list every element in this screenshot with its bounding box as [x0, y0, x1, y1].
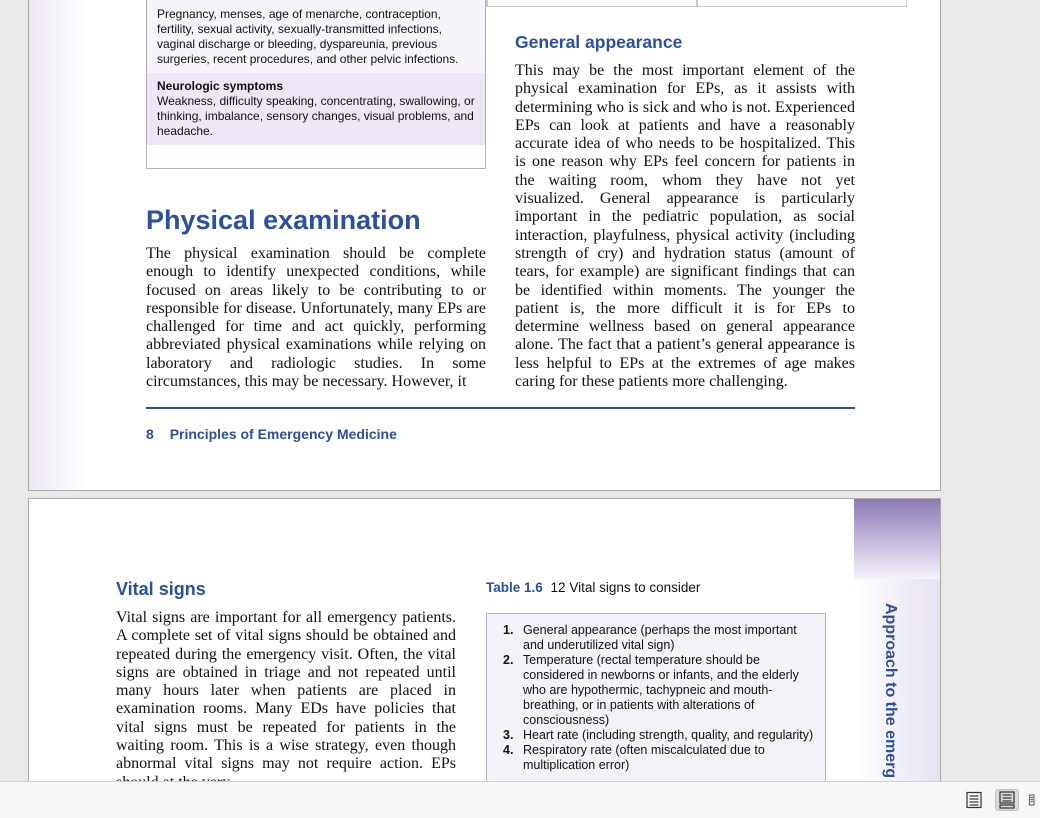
neurologic-symptoms-text: Weakness, difficulty speaking, concentrating, swallowing, or thinking, imbalance, sensory changes, visual problems, and headache.: [157, 94, 475, 138]
table-item: [503, 728, 815, 743]
table-item: [503, 653, 815, 728]
status-bar: [0, 781, 1040, 818]
vital-signs-table: [486, 613, 826, 798]
table-item: [503, 743, 815, 773]
physical-examination-paragraph: The physical examination should be complete enough to identify unexpected conditions, while focused on areas likely to be contributing to or responsible for disease. Unfortunately, many EPs are challenged for time and act quickly, performing abbreviated physical examinations while relying on laboratory and radiologic studies. In some circumstances, this may be necessary. However, it: [146, 245, 486, 391]
neurologic-symptoms-heading: Neurologic symptoms: [157, 79, 284, 93]
page-number: 8: [146, 426, 154, 442]
neurologic-symptoms-row: [147, 73, 485, 145]
table-item-text: Temperature (rectal temperature should be considered in newborns or infants, and the elderly who are hypothermic, tachypneic and mouth-breathing, or in patients with alterations of consciousness): [523, 653, 799, 727]
two-page-view-button[interactable]: [1028, 789, 1040, 811]
document-page-9: [28, 498, 941, 798]
single-page-view-button[interactable]: [962, 789, 986, 811]
two-page-view-icon: [1028, 791, 1040, 809]
physical-examination-heading: Physical examination: [146, 205, 421, 235]
table-item-text: Heart rate (including strength, quality, and regularity): [523, 728, 814, 742]
table-item-number: 2.: [503, 653, 514, 667]
symptoms-box: [146, 0, 486, 169]
book-title: Principles of Emergency Medicine: [169, 426, 397, 442]
document-page-8: [28, 0, 941, 491]
table-item-number: 4.: [503, 743, 514, 757]
single-page-view-icon: [965, 791, 983, 809]
table-item-number: 1.: [503, 623, 514, 637]
gynecologic-symptoms-text: Pregnancy, menses, age of menarche, contraception, fertility, sexual activity, sexually-transmitted infections, vaginal discharge or bleeding, dyspareunia, previous surgeries, recent procedures, and other pelvic infections.: [147, 0, 485, 73]
table-item: [503, 623, 815, 653]
continuous-view-button[interactable]: [995, 789, 1019, 811]
continuous-view-icon: [998, 791, 1016, 809]
table-item-text: Respiratory rate (often miscalculated due to multiplication error): [523, 743, 765, 772]
page-footer: [146, 426, 397, 442]
table-caption-text: 12 Vital signs to consider: [550, 580, 701, 595]
chapter-side-tab: [854, 499, 941, 798]
table-label: Table 1.6: [486, 580, 543, 595]
table-caption: [486, 580, 700, 595]
general-appearance-paragraph: This may be the most important element of the physical examination for EPs, as it assists with determining who is sick and who is not. Experienced EPs can look at patients and have a reasonably accurate idea of who needs to be hospitalized. This is one reason why EPs feel concern for patients in the waiting room, whom they have not yet visualized. General appearance is particularly important in the pediatric population, as social interaction, playfulness, physical activity (including strength of cry) and hydration status (amount of tears, for example) are significant findings that can be identified within moments. The younger the patient is, the more difficult it is for EPs to determine wellness based on general appearance alone. The fact that a patient’s general appearance is less helpful to EPs at the extremes of age makes caring for these patients more challenging.: [515, 62, 855, 391]
general-appearance-heading: General appearance: [515, 32, 683, 52]
footer-rule: [146, 407, 855, 409]
vital-signs-heading: Vital signs: [116, 579, 206, 599]
side-tab-gradient: [854, 499, 941, 579]
vital-signs-paragraph: Vital signs are important for all emergency patients. A complete set of vital signs should be obtained and repeated during the emergency visit. Often, the vital signs are obtained in triage and not repeated until many hours later when patients are placed in examination rooms. Many EDs have policies that vital signs must be repeated for patients in the waiting room. This is a wise strategy, even though abnormal vital signs may not require action. EPs: [116, 609, 456, 773]
table-item-number: 3.: [503, 728, 514, 742]
chapter-tab-title: Approach to the emerg: [882, 603, 899, 779]
table-item-text: General appearance (perhaps the most important and underutilized vital sign): [523, 623, 797, 652]
page-left-gradient: [29, 0, 85, 490]
